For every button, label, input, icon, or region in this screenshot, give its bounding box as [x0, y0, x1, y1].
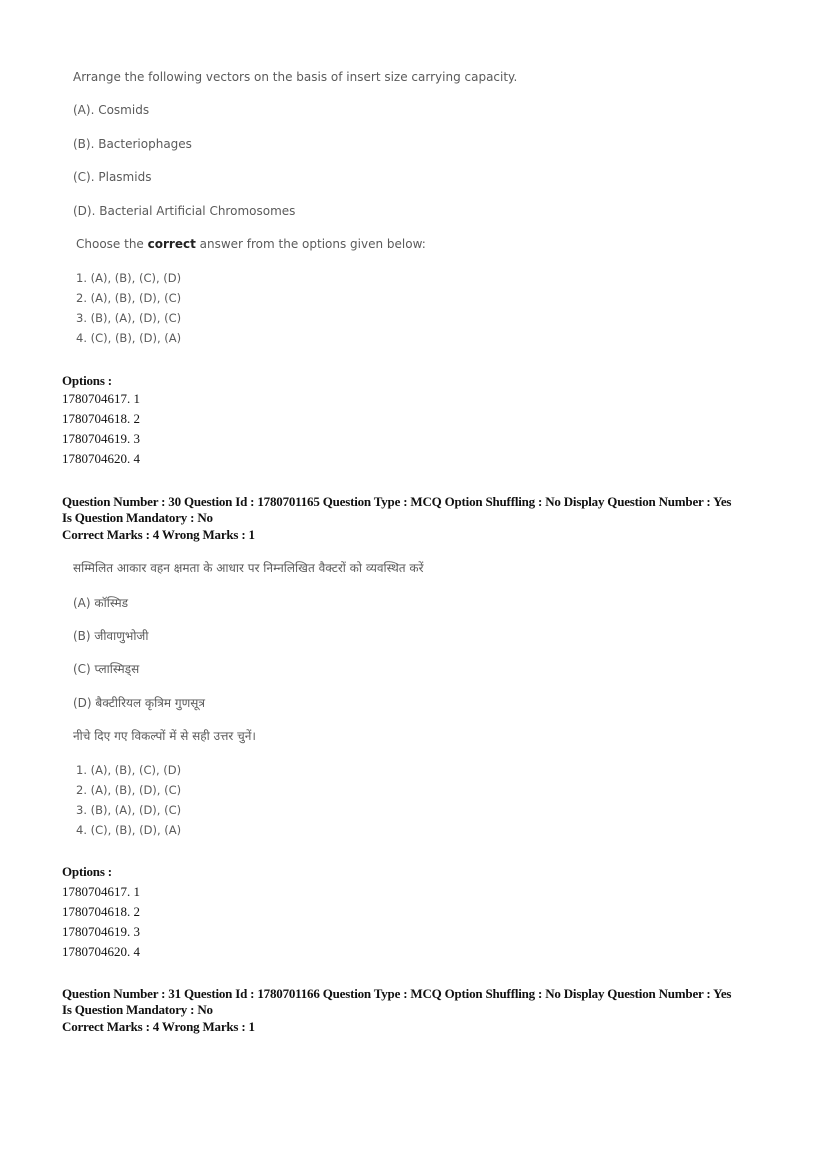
option-id: 1780704618. 2	[62, 411, 140, 426]
question-stem: Arrange the following vectors on the basis of insert size carrying capacity.	[73, 70, 518, 84]
option-id: 1780704620. 4	[62, 451, 140, 466]
answer-choice: 1. (A), (B), (C), (D)	[76, 271, 182, 285]
option-id: 1780704617. 1	[62, 391, 140, 406]
answer-choice: 2. (A), (B), (D), (C)	[76, 783, 182, 797]
question-item: (D). Bacterial Artificial Chromosomes	[73, 204, 296, 218]
option-id: 1780704618. 2	[62, 904, 140, 919]
question-stem: सम्मिलित आकार वहन क्षमता के आधार पर निम्नलिखित वैक्टरों को व्यवस्थित करें	[73, 561, 424, 575]
question-item: (B) जीवाणुभोजी	[73, 629, 149, 643]
answer-choice: 2. (A), (B), (D), (C)	[76, 291, 182, 305]
question-header: Question Number : 31 Question Id : 1780701166 Question Type : MCQ Option Shuffling : No Display Question Number : Yes	[62, 986, 732, 1001]
answer-choice: 3. (B), (A), (D), (C)	[76, 803, 182, 817]
question-marks: Correct Marks : 4 Wrong Marks : 1	[62, 527, 255, 542]
option-id: 1780704619. 3	[62, 431, 140, 446]
answer-choice: 1. (A), (B), (C), (D)	[76, 763, 182, 777]
choose-instruction: नीचे दिए गए विकल्पों में से सही उत्तर चुनें।	[73, 729, 256, 743]
question-item: (A). Cosmids	[73, 103, 150, 117]
option-id: 1780704619. 3	[62, 924, 140, 939]
question-item: (D) बैक्टीरियल कृत्रिम गुणसूत्र	[73, 696, 205, 710]
answer-choice: 4. (C), (B), (D), (A)	[76, 331, 182, 345]
option-id: 1780704620. 4	[62, 944, 140, 959]
options-label: Options :	[62, 373, 112, 388]
option-id: 1780704617. 1	[62, 884, 140, 899]
question-marks: Correct Marks : 4 Wrong Marks : 1	[62, 1019, 255, 1034]
question-item: (B). Bacteriophages	[73, 137, 192, 151]
choose-instruction: Choose the correct answer from the options given below:	[76, 237, 426, 251]
answer-choice: 3. (B), (A), (D), (C)	[76, 311, 182, 325]
question-item: (C) प्लास्मिड्स	[73, 662, 140, 676]
answer-choice: 4. (C), (B), (D), (A)	[76, 823, 182, 837]
question-header: Question Number : 30 Question Id : 1780701165 Question Type : MCQ Option Shuffling : No Display Question Number : Yes	[62, 494, 732, 509]
question-item: (A) कॉस्मिड	[73, 596, 129, 610]
options-label: Options :	[62, 864, 112, 879]
question-mandatory: Is Question Mandatory : No	[62, 1002, 213, 1017]
question-item: (C). Plasmids	[73, 170, 152, 184]
question-mandatory: Is Question Mandatory : No	[62, 510, 213, 525]
